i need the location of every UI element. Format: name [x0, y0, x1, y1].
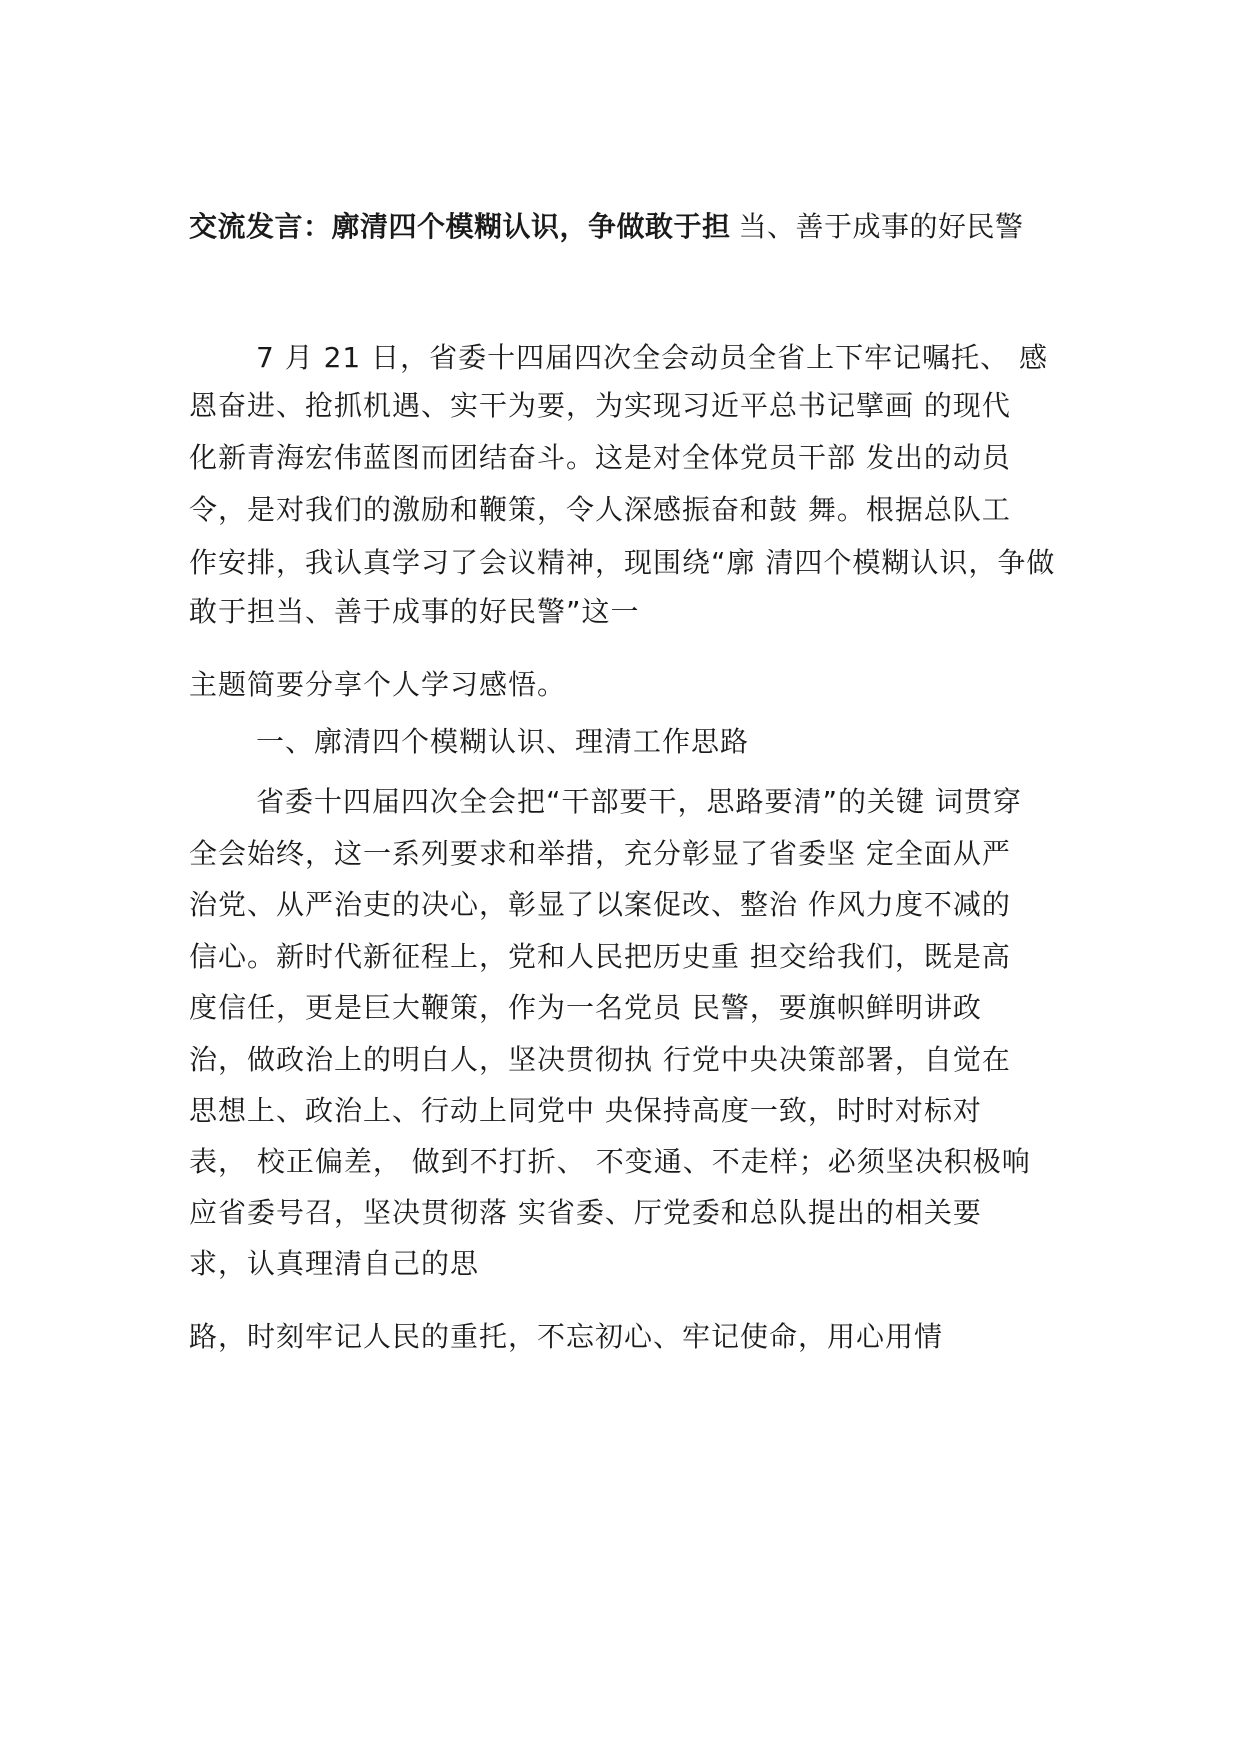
paragraph-line: 求，认真理清自己的思 — [189, 1247, 480, 1280]
paragraph-line: 应省委号召，坚决贯彻落 实省委、厅党委和总队提出的相关要 — [189, 1196, 982, 1229]
paragraph-line: 治，做政治上的明白人，坚决贯彻执 行党中央决策部署，自觉在 — [189, 1043, 1011, 1076]
paragraph-line: 主题简要分享个人学习感悟。 — [189, 668, 567, 701]
paragraph-line: 信心。新时代新征程上，党和人民把历史重 担交给我们，既是高 — [189, 940, 1011, 973]
section-heading: 一、廓清四个模糊认识、理清工作思路 — [256, 725, 750, 758]
paragraph-line: 度信任，更是巨大鞭策，作为一名党员 民警，要旗帜鲜明讲政 — [189, 991, 982, 1024]
paragraph-line: 省委十四届四次全会把“干部要干，思路要清”的关键 词贯穿 — [256, 785, 1022, 818]
paragraph-line: 7 月 21 日，省委十四届四次全会动员全省上下牢记嘱托、 感 — [256, 341, 1049, 374]
paragraph-line: 令，是对我们的激励和鞭策，令人深感振奋和鼓 舞。根据总队工 — [189, 493, 1011, 526]
paragraph-line: 路，时刻牢记人民的重托，不忘初心、牢记使命，用心用情 — [189, 1320, 944, 1353]
paragraph-line: 作安排，我认真学习了会议精神，现围绕“廓 清四个模糊认识，争做 — [189, 546, 1056, 579]
paragraph-line: 敢于担当、善于成事的好民警”这一 — [189, 595, 640, 628]
paragraph-line: 治党、从严治吏的决心，彰显了以案促改、整治 作风力度不减的 — [189, 888, 1011, 921]
title-rest-part: 当、善于成事的好民警 — [738, 210, 1024, 243]
paragraph-line: 全会始终，这一系列要求和举措，充分彰显了省委坚 定全面从严 — [189, 837, 1011, 870]
document-title — [189, 207, 1024, 247]
paragraph-line: 化新青海宏伟蓝图而团结奋斗。这是对全体党员干部 发出的动员 — [189, 441, 1011, 474]
paragraph-line: 恩奋进、抢抓机遇、实干为要，为实现习近平总书记擘画 的现代 — [189, 389, 1011, 422]
paragraph-line: 思想上、政治上、行动上同党中 央保持高度一致，时时对标对 — [189, 1094, 982, 1127]
paragraph-line: 表， 校正偏差， 做到不打折、 不变通、不走样；必须坚决积极响 — [189, 1145, 1031, 1178]
title-bold-part: 交流发言：廓清四个模糊认识，争做敢于担 — [189, 210, 731, 243]
